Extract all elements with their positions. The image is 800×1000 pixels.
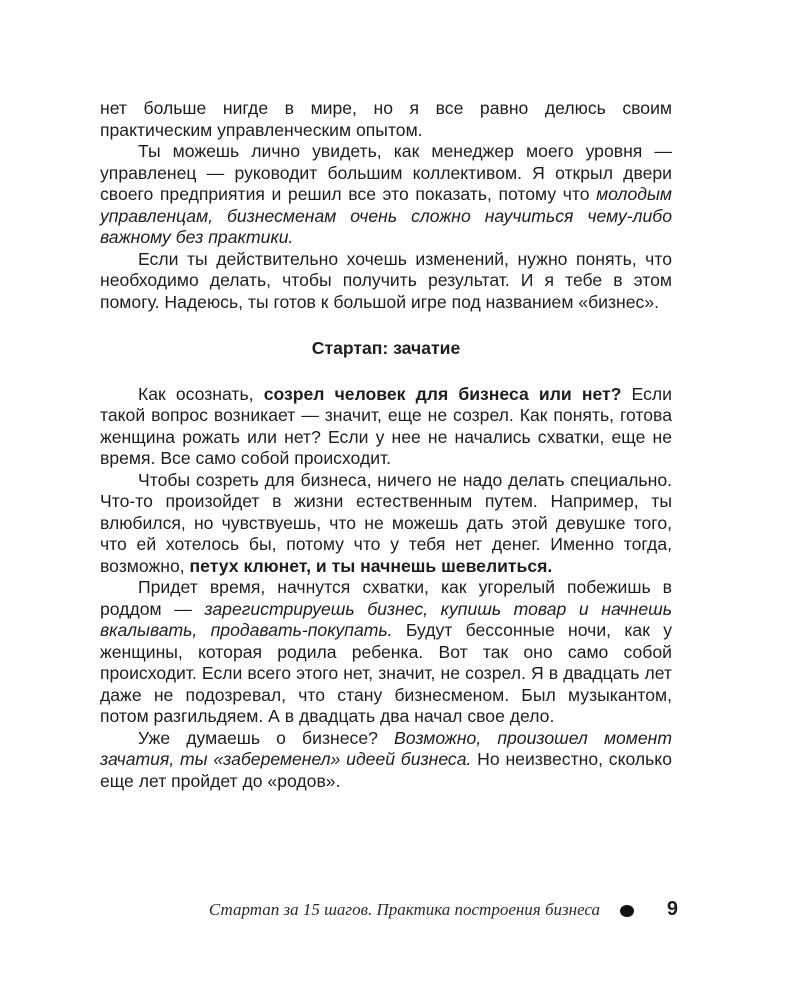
text-run: Чтобы созреть для бизнеса, ничего не надо делать специально. Что-то произойдет в жизни естественным путем. Например, ты влюбился, но чувствуешь, что не можешь дать этой девушке того, что ей хотелось бы, потому что у тебя нет денег. Именно тогда, возможно, (100, 469, 672, 576)
paragraph-section-2 (100, 470, 672, 578)
italic-emphasis: Возможно, произошел момент зачатия, ты «забеременел» идеей бизнеса. (100, 727, 672, 769)
italic-emphasis: зарегистрируешь бизнес, купишь товар и начнешь вкалывать, продавать-покупать. (100, 598, 672, 640)
text-run: Уже думаешь о бизнесе? (138, 727, 394, 748)
paragraph-intro-2 (100, 141, 672, 249)
text-run: Как осознать, (138, 383, 264, 404)
paragraph-intro-3 (100, 249, 672, 314)
page-footer (100, 896, 678, 926)
paragraph-intro-1 (100, 98, 672, 141)
paragraph-section-4 (100, 728, 672, 793)
text-run: Но неизвестно, сколько еще лет пройдет до «родов». (100, 749, 672, 791)
bold-emphasis: петух клюнет, и ты начнешь шевелиться. (189, 555, 553, 576)
body-text (100, 98, 672, 792)
running-title: Стартап за 15 шагов. Практика построения бизнеса (208, 900, 600, 919)
bold-emphasis: созрел человек для бизнеса или нет? (263, 383, 622, 404)
paragraph-section-1 (100, 384, 672, 470)
page-number: 9 (666, 898, 678, 920)
italic-emphasis: молодым управленцам, бизнесменам очень сложно научиться чему-либо важному без практики. (100, 184, 672, 247)
text-run: Если ты действительно хочешь изменений, нужно понять, что необходимо делать, чтобы получить результат. И я тебе в этом помогу. Надеюсь, ты готов к большой игре под названием «бизнес». (100, 248, 672, 312)
text-run: Придет время, начнутся схватки, как угорелый побежишь в роддом — (100, 577, 672, 619)
text-run: Ты можешь лично увидеть, как менеджер моего уровня — управленец — руководит большим коллективом. Я открыл двери своего предприятия и решил все это показать, потому что (100, 141, 672, 204)
text-run: Будут бессонные ночи, как у женщины, которая родила ребенка. Вот так оно само собой происходит. Если всего этого нет, значит, не созрел. Я в двадцать лет даже не подозревал, что стану бизнесменом. Был музыкантом, потом разгильдяем. А в двадцать два начал свое дело. (100, 620, 672, 726)
text-run: нет больше нигде в мире, но я все равно делюсь своим практическим управленческим опытом. (100, 98, 672, 140)
text-run: Если такой вопрос возникает — значит, еще не созрел. Как понять, готова женщина рожать или нет? Если у нее не начались схватки, еще не время. Все само собой происходит. (100, 383, 672, 468)
paragraph-section-3 (100, 577, 672, 728)
bullet-icon (620, 905, 634, 917)
section-heading: Стартап: зачатие (311, 338, 461, 358)
